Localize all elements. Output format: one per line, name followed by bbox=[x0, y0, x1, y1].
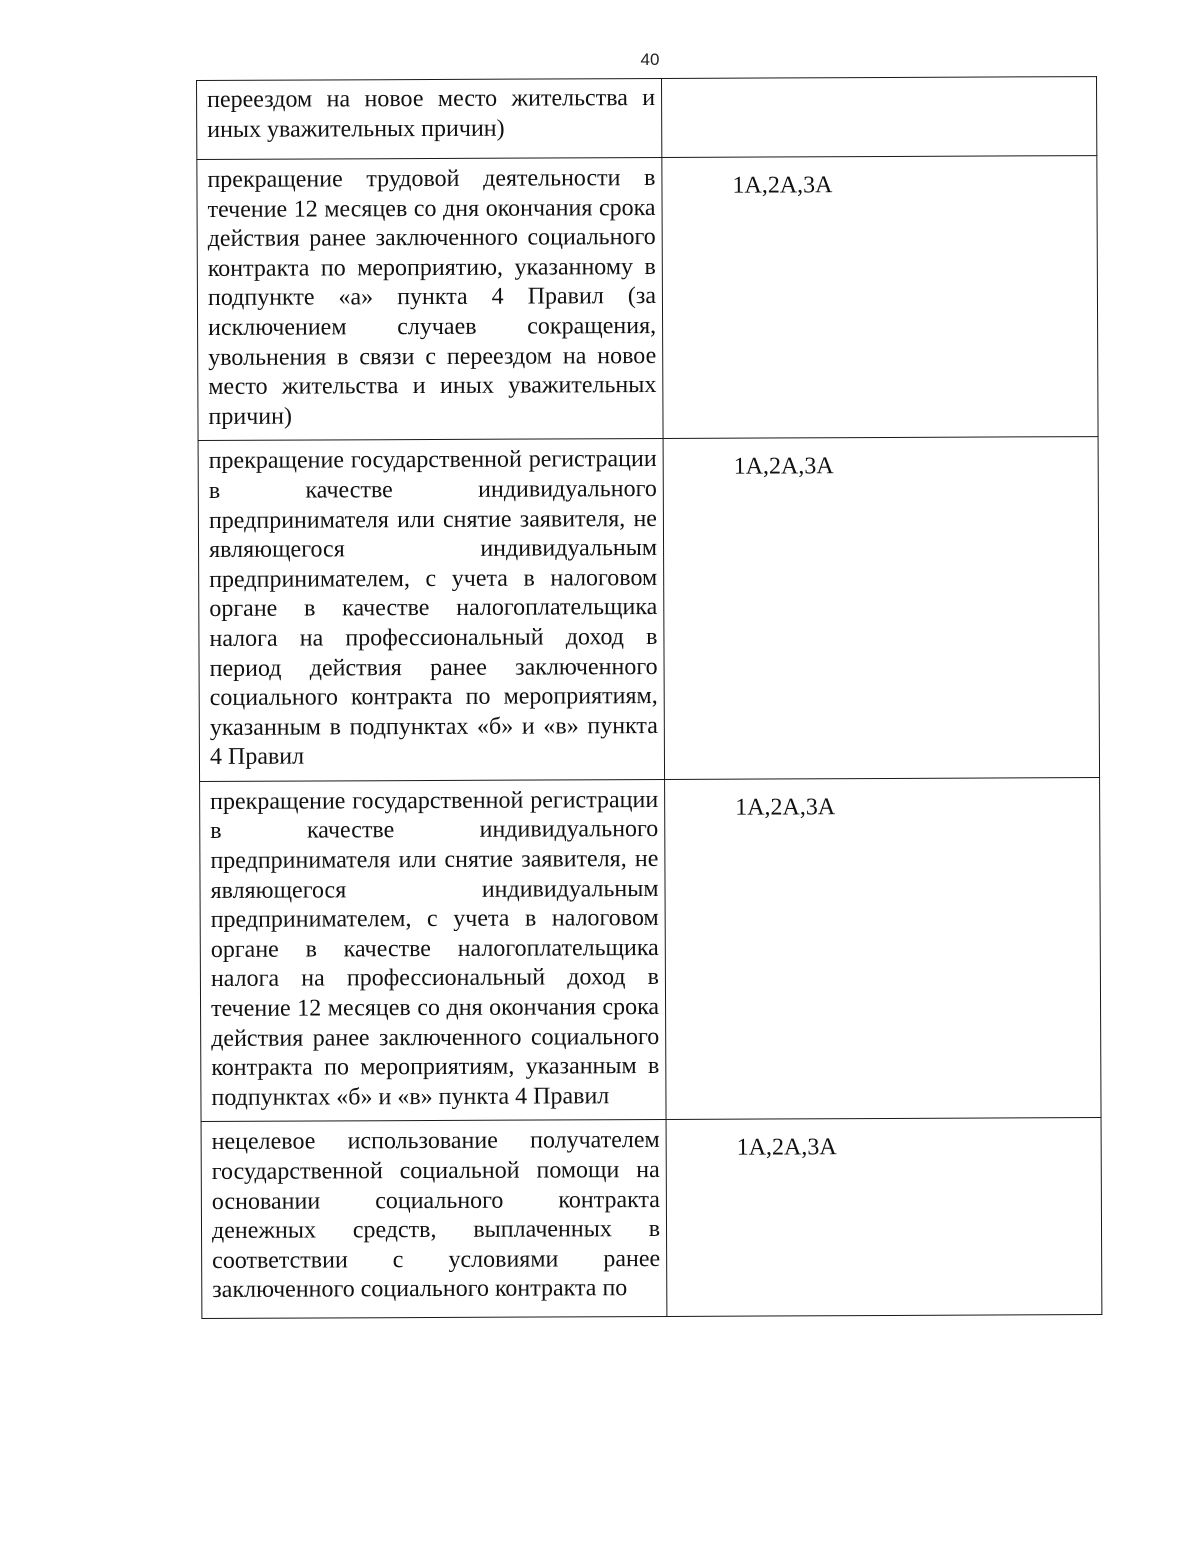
table-row bbox=[197, 156, 1098, 441]
reason-cell bbox=[197, 157, 663, 440]
codes-cell bbox=[663, 437, 1099, 779]
reason-cell bbox=[198, 439, 664, 782]
codes-text: 1А,2А,3А bbox=[732, 172, 833, 199]
table-row bbox=[198, 437, 1099, 781]
table-row bbox=[197, 77, 1097, 160]
reason-text: прекращение государственной регистрации в качестве индивидуального предпринимателя или снятие заявителя, не являющегося индивидуальным предпринимателем, с учета в налоговом органе в качестве налогоплательщика налога на профессиональный доход в период действия ранее заключенного социального контракта по мероприятиям, указанным в подпунктах «б» и «в» пункта 4 Правил bbox=[208, 446, 658, 771]
page-number: 40 bbox=[640, 50, 660, 69]
codes-text: 1А,2А,3А bbox=[735, 794, 836, 821]
table-row bbox=[200, 777, 1101, 1121]
codes-text bbox=[662, 77, 1096, 93]
codes-text: 1А,2А,3А bbox=[736, 1134, 837, 1162]
document-table bbox=[196, 76, 1102, 1319]
reason-cell bbox=[197, 78, 662, 159]
codes-cell bbox=[661, 77, 1096, 158]
codes-text: 1А,2А,3А bbox=[733, 453, 834, 481]
table-row bbox=[201, 1118, 1102, 1319]
reason-text: переездом на новое место жительства и иных уважительных причин) bbox=[207, 84, 656, 143]
codes-cell bbox=[665, 777, 1101, 1119]
reason-cell bbox=[201, 1120, 667, 1319]
codes-cell bbox=[662, 156, 1098, 439]
reason-text: прекращение трудовой деятельности в течение 12 месяцев со дня окончания срока действия ранее заключенного социального контракта по мероприятию, указанному в подпункте «а» пункта 4 Правил (за исключением случаев сокращения, увольнения в связи с переездом на новое место жительства и иных уважительных причин) bbox=[207, 164, 657, 430]
reason-text: нецелевое использование получателем государственной социальной помощи на основании социального контракта денежных средств, выплаченных в соответствии с условиями ранее заключенного социального контракта по bbox=[211, 1127, 661, 1304]
codes-cell bbox=[666, 1118, 1102, 1317]
reason-cell bbox=[200, 779, 666, 1122]
reason-text: прекращение государственной регистрации в качестве индивидуального предпринимателя или снятие заявителя, не являющегося индивидуальным предпринимателем, с учета в налоговом органе в качестве налогоплательщика налога на профессиональный доход в течение 12 месяцев со дня окончания срока действия ранее заключенного социального контракта по мероприятиям, указанным в подпунктах «б» и «в» пункта 4 Правил bbox=[210, 786, 660, 1111]
